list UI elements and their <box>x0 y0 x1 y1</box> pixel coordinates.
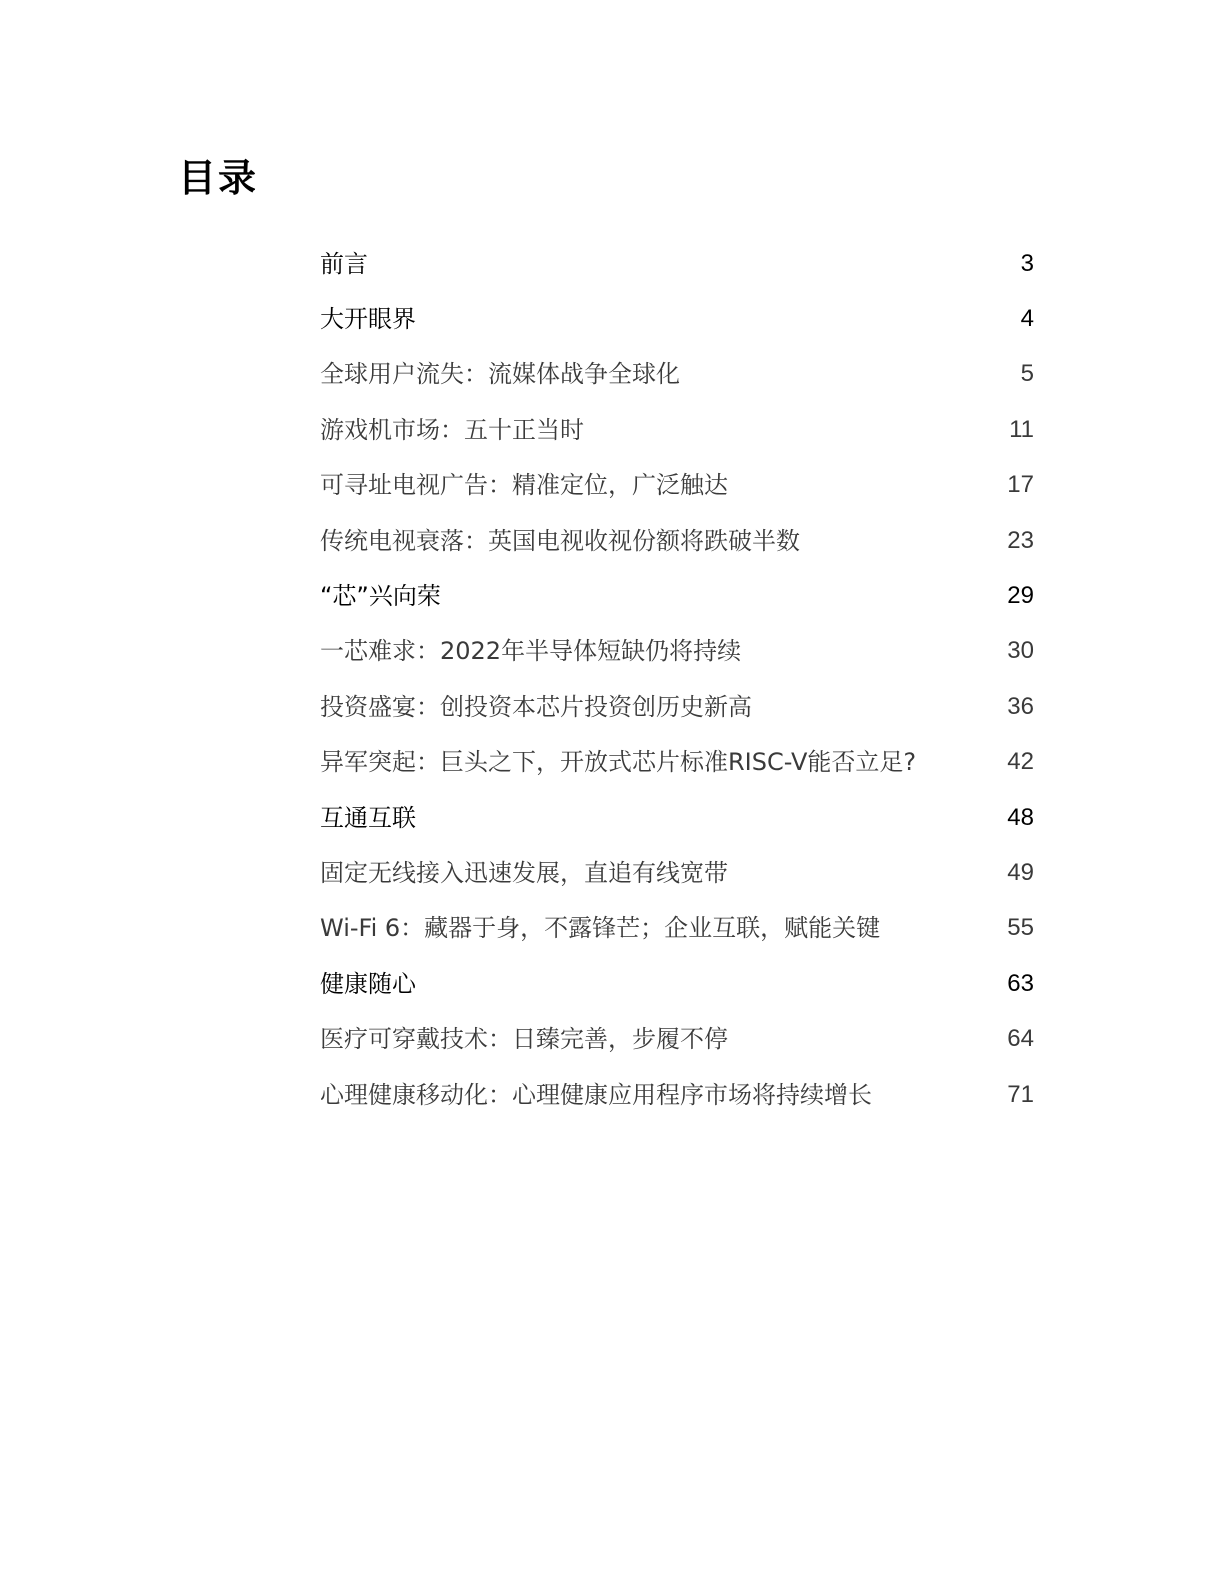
toc-entry[interactable] <box>320 956 1034 1011</box>
toc-entry-page: 55 <box>1007 914 1034 942</box>
toc-entry[interactable] <box>320 790 1034 845</box>
toc-entry[interactable] <box>320 735 1034 790</box>
toc-entry-page: 11 <box>1009 415 1034 443</box>
toc-entry[interactable] <box>320 347 1034 402</box>
toc-entry-page: 30 <box>1007 637 1034 665</box>
toc-entry-page: 17 <box>1007 471 1034 499</box>
toc-entry[interactable] <box>320 679 1034 734</box>
toc-entry-page: 42 <box>1007 748 1034 776</box>
toc-entry-title: 可寻址电视广告：精准定位，广泛触达 <box>320 471 728 500</box>
toc-entry-page: 23 <box>1007 526 1034 554</box>
toc-entry-page: 3 <box>1020 249 1034 277</box>
toc-entry-title: “芯”兴向荣 <box>320 582 441 611</box>
toc-entry-title: 大开眼界 <box>320 305 416 334</box>
toc-entry-title: Wi-Fi 6：藏器于身，不露锋芒；企业互联，赋能关键 <box>320 914 881 943</box>
toc-entry[interactable] <box>320 402 1034 457</box>
toc-entry-page: 64 <box>1007 1025 1034 1053</box>
toc-entry[interactable] <box>320 901 1034 956</box>
toc-list <box>320 236 1034 1122</box>
toc-entry-title: 全球用户流失：流媒体战争全球化 <box>320 360 680 389</box>
toc-entry-page: 71 <box>1007 1080 1034 1108</box>
toc-entry[interactable] <box>320 236 1034 291</box>
toc-entry-title: 医疗可穿戴技术：日臻完善，步履不停 <box>320 1025 728 1054</box>
toc-entry-title: 心理健康移动化：心理健康应用程序市场将持续增长 <box>320 1080 872 1109</box>
toc-entry[interactable] <box>320 1011 1034 1066</box>
page-title: 目录 <box>178 156 259 200</box>
toc-entry-title: 前言 <box>320 249 368 278</box>
toc-entry[interactable] <box>320 1067 1034 1122</box>
toc-entry-page: 4 <box>1020 305 1034 333</box>
toc-entry[interactable] <box>320 458 1034 513</box>
toc-entry[interactable] <box>320 568 1034 623</box>
toc-entry-title: 固定无线接入迅速发展，直追有线宽带 <box>320 858 728 887</box>
toc-entry-title: 异军突起：巨头之下，开放式芯片标准RISC-V能否立足? <box>320 748 917 777</box>
toc-entry-page: 29 <box>1007 582 1034 610</box>
toc-entry-page: 49 <box>1007 858 1034 886</box>
toc-entry-page: 5 <box>1020 360 1034 388</box>
toc-entry-page: 48 <box>1007 803 1034 831</box>
toc-entry-title: 传统电视衰落：英国电视收视份额将跌破半数 <box>320 526 800 555</box>
toc-entry-page: 63 <box>1007 969 1034 997</box>
toc-entry[interactable] <box>320 624 1034 679</box>
toc-entry-page: 36 <box>1007 692 1034 720</box>
toc-entry-title: 健康随心 <box>320 969 416 998</box>
toc-entry[interactable] <box>320 513 1034 568</box>
toc-entry-title: 游戏机市场：五十正当时 <box>320 415 584 444</box>
toc-entry[interactable] <box>320 291 1034 346</box>
toc-entry-title: 一芯难求：2022年半导体短缺仍将持续 <box>320 637 742 666</box>
toc-entry[interactable] <box>320 845 1034 900</box>
toc-entry-title: 互通互联 <box>320 803 416 832</box>
toc-entry-title: 投资盛宴：创投资本芯片投资创历史新高 <box>320 692 752 721</box>
